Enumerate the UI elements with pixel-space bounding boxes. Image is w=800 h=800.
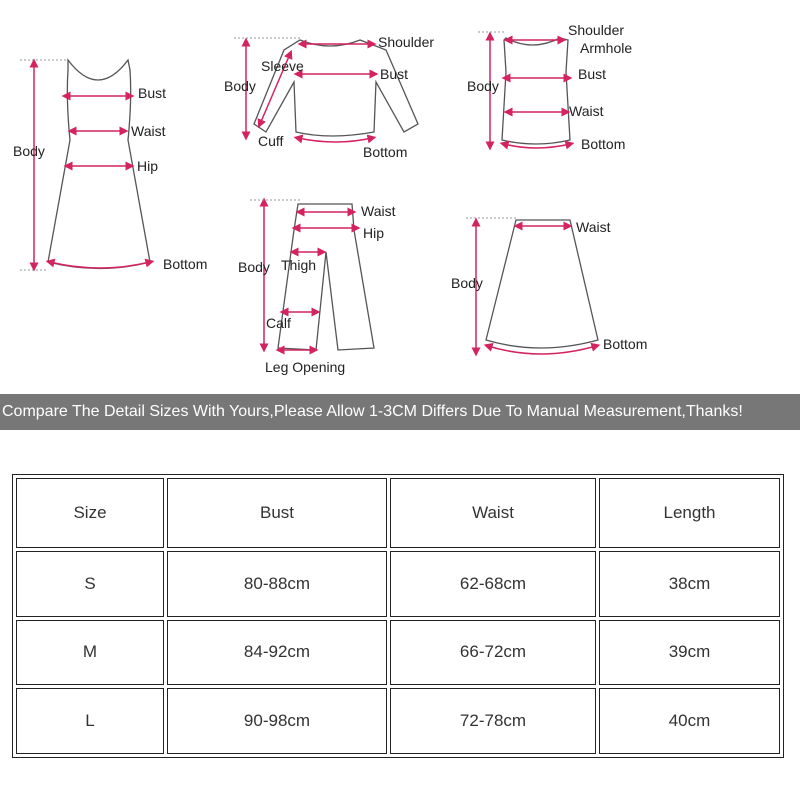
cell-waist: 62-68cm xyxy=(390,551,596,617)
pants-calf-label: Calf xyxy=(266,315,291,331)
top-cuff-label: Cuff xyxy=(258,133,284,149)
pants-waist-label: Waist xyxy=(361,203,396,219)
cell-length: 38cm xyxy=(599,551,780,617)
cell-bust: 80-88cm xyxy=(167,551,387,617)
skirt-body-label: Body xyxy=(451,275,483,291)
cell-size: M xyxy=(16,620,164,686)
dress-diagram xyxy=(13,60,207,272)
cell-length: 40cm xyxy=(599,688,780,754)
header-waist: Waist xyxy=(390,478,596,548)
header-length: Length xyxy=(599,478,780,548)
pants-leg-opening-label: Leg Opening xyxy=(265,359,346,375)
dress-hip-label: Hip xyxy=(137,158,159,174)
skirt-outline xyxy=(486,220,598,348)
measurement-diagrams xyxy=(0,0,800,390)
dress-bottom-label: Bottom xyxy=(163,256,208,272)
dress-bottom-arrow xyxy=(50,262,150,268)
top-bottom-arrow xyxy=(298,138,372,142)
table-row xyxy=(16,551,780,617)
skirt-diagram xyxy=(451,218,647,354)
pants-thigh-label: Thigh xyxy=(281,257,317,273)
skirt-waist-label: Waist xyxy=(576,219,611,235)
dress-body-label: Body xyxy=(13,143,45,159)
vest-armhole-label: Armhole xyxy=(580,40,633,56)
banner-text: Compare The Detail Sizes With Yours,Please Allow 1-3CM Differs Due To Manual Measurement,Thanks! xyxy=(2,403,743,420)
measurement-note-banner xyxy=(0,394,800,430)
top-bottom-label: Bottom xyxy=(363,144,408,160)
top-shoulder-label: Shoulder xyxy=(378,34,435,50)
pants-diagram xyxy=(238,200,396,375)
cell-length: 39cm xyxy=(599,620,780,686)
dress-bust-label: Bust xyxy=(138,85,167,101)
vest-shoulder-label: Shoulder xyxy=(568,22,625,38)
top-outline xyxy=(254,40,418,136)
dress-waist-label: Waist xyxy=(131,123,166,139)
cell-waist: 66-72cm xyxy=(390,620,596,686)
size-table xyxy=(12,474,784,758)
vest-bottom-label: Bottom xyxy=(581,136,626,152)
vest-body-label: Body xyxy=(467,78,499,94)
dress-outline xyxy=(48,60,150,269)
vest-outline xyxy=(502,38,570,144)
skirt-bottom-label: Bottom xyxy=(603,336,648,352)
cell-bust: 90-98cm xyxy=(167,688,387,754)
pants-body-label: Body xyxy=(238,259,270,275)
vest-bust-label: Bust xyxy=(578,66,607,82)
cell-bust: 84-92cm xyxy=(167,620,387,686)
vest-waist-label: Waist xyxy=(569,103,604,119)
pants-hip-label: Hip xyxy=(363,225,385,241)
vest-diagram xyxy=(467,22,632,152)
table-row xyxy=(16,688,780,754)
table-header-row xyxy=(16,478,780,548)
cell-size: S xyxy=(16,551,164,617)
top-sleeve-label: Sleeve xyxy=(261,58,304,74)
top-bust-label: Bust xyxy=(380,66,409,82)
top-diagram xyxy=(224,34,434,160)
table-row xyxy=(16,620,780,686)
cell-size: L xyxy=(16,688,164,754)
top-body-label: Body xyxy=(224,78,256,94)
header-size: Size xyxy=(16,478,164,548)
header-bust: Bust xyxy=(167,478,387,548)
pants-outline xyxy=(278,204,374,350)
skirt-bottom-arrow xyxy=(488,346,596,354)
cell-waist: 72-78cm xyxy=(390,688,596,754)
